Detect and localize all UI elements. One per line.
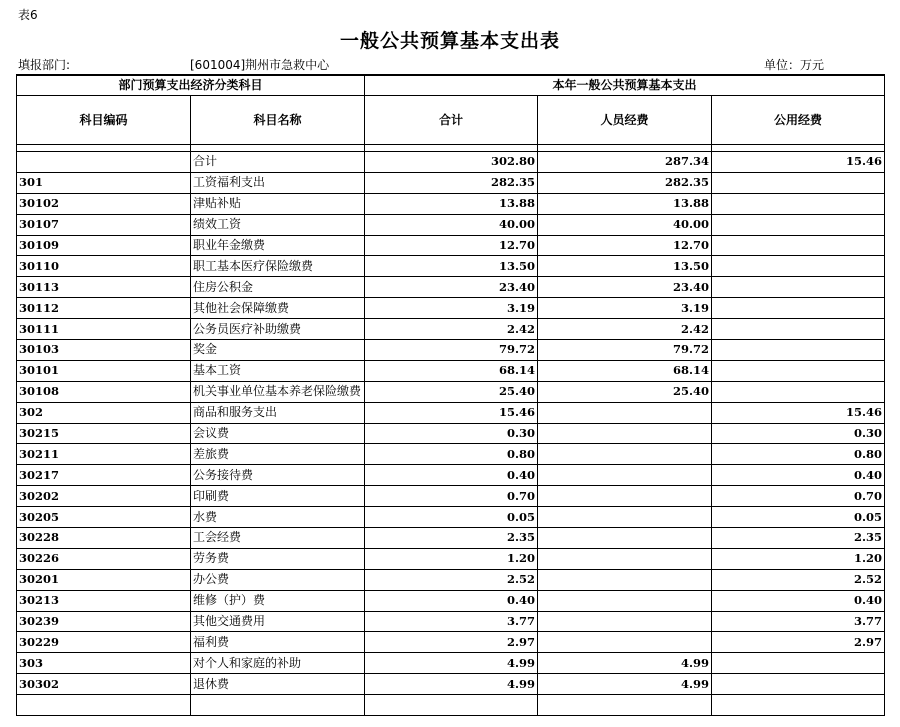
row-name: 奖金: [191, 340, 365, 361]
row-total: 68.14: [365, 360, 538, 381]
row-code: 302: [17, 402, 191, 423]
table-row: [17, 653, 885, 674]
row-personnel: 40.00: [538, 214, 712, 235]
row-total: 79.72: [365, 340, 538, 361]
row-public: 2.52: [712, 569, 885, 590]
header-spacer-row: [17, 145, 885, 152]
row-personnel: [538, 632, 712, 653]
row-personnel: [538, 611, 712, 632]
row-name: 退休费: [191, 674, 365, 695]
header-code: 科目编码: [17, 96, 191, 145]
header-group-left: 部门预算支出经济分类科目: [17, 75, 365, 96]
row-public: [712, 381, 885, 402]
row-total: 12.70: [365, 235, 538, 256]
row-name: 合计: [191, 152, 365, 173]
row-code: 30102: [17, 193, 191, 214]
row-total: 302.80: [365, 152, 538, 173]
row-personnel: [538, 569, 712, 590]
row-public: [712, 256, 885, 277]
row-total: 0.70: [365, 486, 538, 507]
dept-label: 填报部门:: [18, 58, 71, 72]
row-total: 4.99: [365, 674, 538, 695]
row-personnel: 79.72: [538, 340, 712, 361]
table-row: [17, 611, 885, 632]
spacer-cell: [191, 145, 365, 152]
row-personnel: [538, 486, 712, 507]
row-name: 公务员医疗补助缴费: [191, 319, 365, 340]
row-total: 0.40: [365, 465, 538, 486]
table-row: [17, 569, 885, 590]
row-code: 30113: [17, 277, 191, 298]
row-personnel: 12.70: [538, 235, 712, 256]
row-name: 水费: [191, 507, 365, 528]
table-row: [17, 193, 885, 214]
row-code: 30229: [17, 632, 191, 653]
row-public: 0.40: [712, 465, 885, 486]
row-public: [712, 214, 885, 235]
table-row: [17, 256, 885, 277]
table-row: [17, 298, 885, 319]
table-row: [17, 214, 885, 235]
row-total: [365, 695, 538, 716]
row-name: [191, 695, 365, 716]
row-public: [712, 695, 885, 716]
table-row: [17, 172, 885, 193]
row-personnel: 4.99: [538, 653, 712, 674]
row-public: 1.20: [712, 548, 885, 569]
row-personnel: 13.88: [538, 193, 712, 214]
header-personnel: 人员经费: [538, 96, 712, 145]
row-name: 住房公积金: [191, 277, 365, 298]
header-total: 合计: [365, 96, 538, 145]
row-personnel: [538, 465, 712, 486]
row-code: 30101: [17, 360, 191, 381]
row-code: 30213: [17, 590, 191, 611]
row-name: 工会经费: [191, 528, 365, 549]
table-row: [17, 340, 885, 361]
row-personnel: [538, 444, 712, 465]
row-name: 公务接待费: [191, 465, 365, 486]
row-public: [712, 235, 885, 256]
row-code: 30239: [17, 611, 191, 632]
row-public: 2.97: [712, 632, 885, 653]
row-public: 2.35: [712, 528, 885, 549]
row-name: 福利费: [191, 632, 365, 653]
row-public: 0.30: [712, 423, 885, 444]
row-public: 0.40: [712, 590, 885, 611]
row-personnel: 13.50: [538, 256, 712, 277]
row-personnel: 68.14: [538, 360, 712, 381]
row-personnel: 25.40: [538, 381, 712, 402]
table-row: [17, 528, 885, 549]
row-name: 职业年金缴费: [191, 235, 365, 256]
spacer-cell: [712, 145, 885, 152]
row-code: 30201: [17, 569, 191, 590]
row-name: 差旅费: [191, 444, 365, 465]
row-total: 15.46: [365, 402, 538, 423]
row-personnel: [538, 548, 712, 569]
table-body: [17, 152, 885, 716]
row-name: 职工基本医疗保险缴费: [191, 256, 365, 277]
row-name: 印刷费: [191, 486, 365, 507]
row-code: 301: [17, 172, 191, 193]
table-row: [17, 381, 885, 402]
row-name: 津贴补贴: [191, 193, 365, 214]
row-code: [17, 152, 191, 173]
row-total: 282.35: [365, 172, 538, 193]
row-personnel: [538, 423, 712, 444]
table-row: [17, 152, 885, 173]
row-total: 13.50: [365, 256, 538, 277]
row-public: 0.05: [712, 507, 885, 528]
row-personnel: [538, 695, 712, 716]
row-personnel: [538, 528, 712, 549]
table-row: [17, 423, 885, 444]
row-personnel: 287.34: [538, 152, 712, 173]
row-public: [712, 277, 885, 298]
row-code: 30205: [17, 507, 191, 528]
row-total: 2.52: [365, 569, 538, 590]
row-public: [712, 172, 885, 193]
row-total: 0.40: [365, 590, 538, 611]
row-name: 维修（护）费: [191, 590, 365, 611]
table-row: [17, 674, 885, 695]
row-total: 40.00: [365, 214, 538, 235]
row-total: 4.99: [365, 653, 538, 674]
row-code: 30302: [17, 674, 191, 695]
row-public: 15.46: [712, 402, 885, 423]
row-code: 30215: [17, 423, 191, 444]
row-name: 机关事业单位基本养老保险缴费: [191, 381, 365, 402]
row-public: 15.46: [712, 152, 885, 173]
row-name: 对个人和家庭的补助: [191, 653, 365, 674]
dept-value: [601004]荆州市急救中心: [190, 58, 330, 72]
row-code: 30107: [17, 214, 191, 235]
table-row: [17, 319, 885, 340]
row-total: 2.35: [365, 528, 538, 549]
table-row: [17, 402, 885, 423]
row-code: [17, 695, 191, 716]
row-name: 商品和服务支出: [191, 402, 365, 423]
table-row: [17, 507, 885, 528]
row-public: 3.77: [712, 611, 885, 632]
header-public: 公用经费: [712, 96, 885, 145]
row-code: 30202: [17, 486, 191, 507]
row-personnel: 23.40: [538, 277, 712, 298]
row-public: 0.80: [712, 444, 885, 465]
row-code: 30109: [17, 235, 191, 256]
table-row: [17, 465, 885, 486]
row-total: 3.19: [365, 298, 538, 319]
row-code: 30111: [17, 319, 191, 340]
spacer-cell: [538, 145, 712, 152]
table-row: [17, 632, 885, 653]
header-group-right: 本年一般公共预算基本支出: [365, 75, 885, 96]
row-public: [712, 360, 885, 381]
spacer-cell: [17, 145, 191, 152]
row-total: 13.88: [365, 193, 538, 214]
row-code: 30226: [17, 548, 191, 569]
table-row: [17, 444, 885, 465]
spacer-cell: [365, 145, 538, 152]
table-row: [17, 486, 885, 507]
row-code: 30211: [17, 444, 191, 465]
row-code: 30103: [17, 340, 191, 361]
table-number: 表6: [18, 8, 38, 22]
row-name: 其他交通费用: [191, 611, 365, 632]
row-name: 劳务费: [191, 548, 365, 569]
row-public: 0.70: [712, 486, 885, 507]
row-code: 30112: [17, 298, 191, 319]
row-code: 30110: [17, 256, 191, 277]
row-name: 工资福利支出: [191, 172, 365, 193]
row-total: 25.40: [365, 381, 538, 402]
row-personnel: 282.35: [538, 172, 712, 193]
row-personnel: 4.99: [538, 674, 712, 695]
row-public: [712, 674, 885, 695]
row-public: [712, 298, 885, 319]
row-name: 绩效工资: [191, 214, 365, 235]
row-code: 30108: [17, 381, 191, 402]
row-personnel: [538, 402, 712, 423]
row-personnel: [538, 590, 712, 611]
unit-label: 单位：万元: [764, 58, 825, 72]
row-code: 30228: [17, 528, 191, 549]
row-code: 303: [17, 653, 191, 674]
row-public: [712, 319, 885, 340]
row-total: 2.97: [365, 632, 538, 653]
row-personnel: 3.19: [538, 298, 712, 319]
row-total: 3.77: [365, 611, 538, 632]
row-total: 0.05: [365, 507, 538, 528]
budget-table: [16, 74, 885, 716]
row-public: [712, 193, 885, 214]
row-name: 其他社会保障缴费: [191, 298, 365, 319]
row-name: 基本工资: [191, 360, 365, 381]
row-name: 办公费: [191, 569, 365, 590]
row-name: 会议费: [191, 423, 365, 444]
row-personnel: [538, 507, 712, 528]
row-total: 1.20: [365, 548, 538, 569]
table-row: [17, 548, 885, 569]
table-row: [17, 590, 885, 611]
row-personnel: 2.42: [538, 319, 712, 340]
page-title: 一般公共预算基本支出表: [339, 30, 560, 52]
row-public: [712, 653, 885, 674]
row-public: [712, 340, 885, 361]
row-total: 2.42: [365, 319, 538, 340]
row-total: 0.80: [365, 444, 538, 465]
row-code: 30217: [17, 465, 191, 486]
table-row: [17, 695, 885, 716]
table-row: [17, 235, 885, 256]
row-total: 0.30: [365, 423, 538, 444]
header-name: 科目名称: [191, 96, 365, 145]
table-row: [17, 360, 885, 381]
table-row: [17, 277, 885, 298]
row-total: 23.40: [365, 277, 538, 298]
